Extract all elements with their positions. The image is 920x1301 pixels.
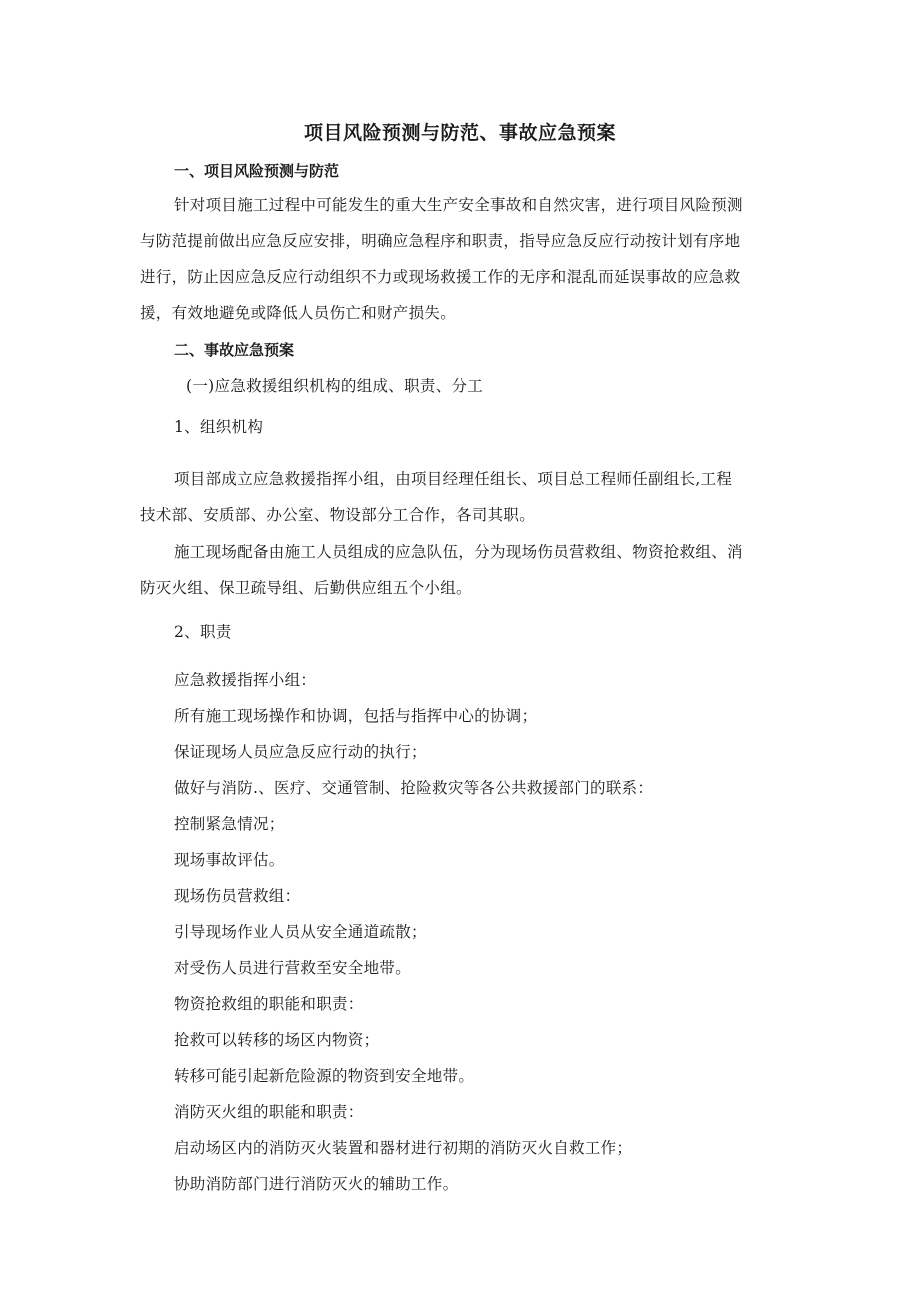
duty-line: 引导现场作业人员从安全通道疏散；: [174, 923, 427, 941]
duty-line: 控制紧急情况；: [174, 815, 285, 833]
section-heading-emergency: 二、事故应急预案: [174, 341, 295, 359]
paragraph-line: 施工现场配备由施工人员组成的应急队伍，分为现场伤员营救组、物资抢救组、消: [174, 543, 743, 561]
paragraph-line: 技术部、安质部、办公室、物设部分工合作，各司其职。: [140, 506, 536, 524]
duty-line: 消防灭火组的职能和职责：: [174, 1103, 364, 1121]
duty-line: 应急救援指挥小组：: [174, 671, 317, 689]
paragraph-line: 进行，防止因应急反应行动组织不力或现场救援工作的无序和混乱而延误事故的应急救: [140, 268, 741, 286]
paragraph-line: 与防范提前做出应急反应安排，明确应急程序和职责，指导应急反应行动按计划有序地: [140, 232, 741, 250]
duty-line: 所有施工现场操作和协调，包括与指挥中心的协调；: [174, 707, 538, 725]
duty-line: 现场伤员营救组：: [174, 887, 301, 905]
item-heading-organization: 1、组织机构: [174, 418, 264, 436]
duty-line: 抢救可以转移的场区内物资；: [174, 1031, 380, 1049]
section-heading-risk: 一、项目风险预测与防范: [174, 162, 340, 180]
document-title: 项目风险预测与防范、事故应急预案: [303, 122, 616, 144]
duty-line: 做好与消防.、医疗、交通管制、抢险救灾等各公共救援部门的联系：: [174, 779, 654, 797]
duty-line: 协助消防部门进行消防灭火的辅助工作。: [174, 1175, 459, 1193]
duty-line: 对受伤人员进行营救至安全地带。: [174, 959, 412, 977]
duty-line: 物资抢救组的职能和职责：: [174, 995, 364, 1013]
paragraph-line: 援，有效地避免或降低人员伤亡和财产损失。: [140, 304, 457, 322]
paragraph-line: 针对项目施工过程中可能发生的重大生产安全事故和自然灾害，进行项目风险预测: [174, 196, 743, 214]
duty-line: 保证现场人员应急反应行动的执行；: [174, 743, 427, 761]
item-heading-duties: 2、职责: [174, 623, 232, 641]
subheading: (一)应急救援组织机构的组成、职责、分工: [186, 377, 484, 395]
duty-line: 启动场区内的消防灭火装置和器材进行初期的消防灭火自救工作；: [174, 1139, 633, 1157]
paragraph-line: 防灭火组、保卫疏导组、后勤供应组五个小组。: [140, 579, 472, 597]
duty-line: 转移可能引起新危险源的物资到安全地带。: [174, 1067, 475, 1085]
duty-line: 现场事故评估。: [174, 851, 285, 869]
paragraph-line: 项目部成立应急救援指挥小组，由项目经理任组长、项目总工程师任副组长,工程: [174, 470, 733, 488]
